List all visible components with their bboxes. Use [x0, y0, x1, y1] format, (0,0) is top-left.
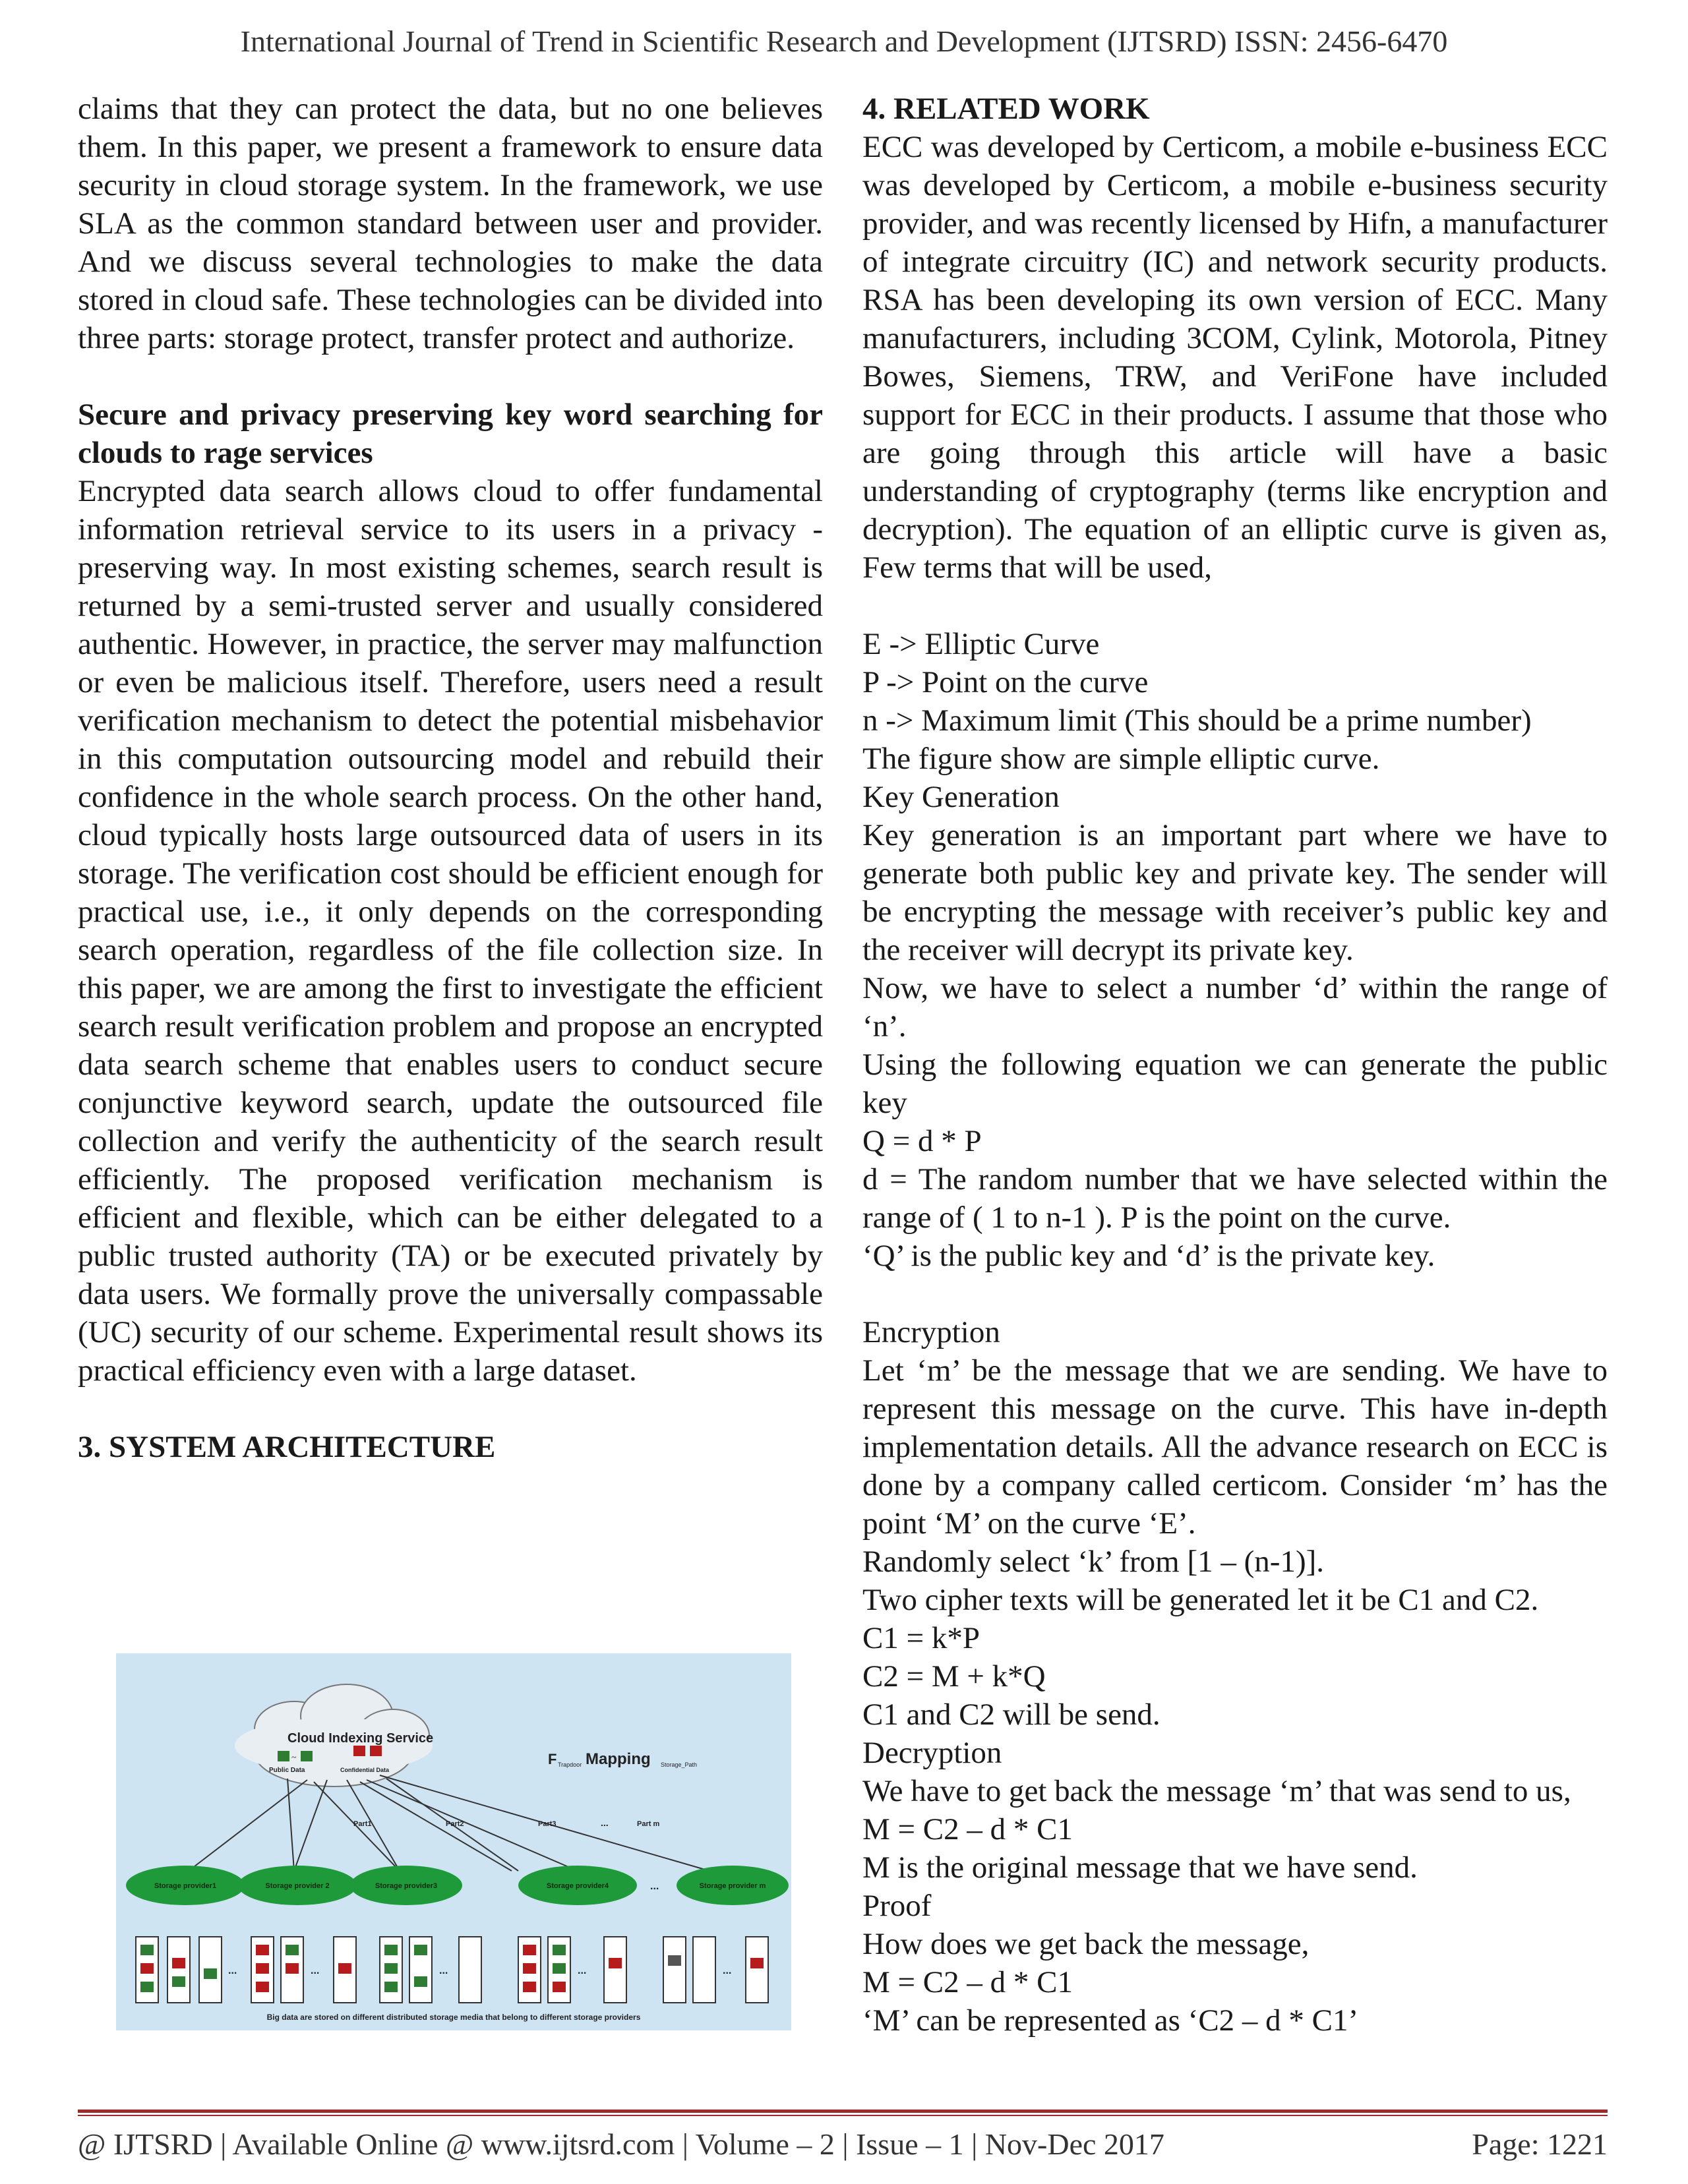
encryption-title: Encryption	[862, 1315, 1000, 1349]
definition-p: P -> Point on the curve	[862, 665, 1149, 699]
svg-text:Storage provider3: Storage provider3	[375, 1882, 438, 1890]
storage-provider-3	[350, 1866, 462, 1905]
equation-m: M = C2 – d * C1	[862, 1812, 1073, 1846]
svg-text:...: ...	[723, 1965, 732, 1976]
cipher-texts-line: Two cipher texts will be generated let it be C1 and C2.	[862, 1583, 1539, 1617]
decryption-title: Decryption	[862, 1736, 1002, 1770]
definition-n: n -> Maximum limit (This should be a prime number)	[862, 703, 1532, 738]
figure-caption: Big data are stored on different distributed storage media that belong to different storage providers	[266, 2013, 641, 2022]
proof-title: Proof	[862, 1889, 932, 1923]
footer-info: @ IJTSRD | Available Online @ www.ijtsrd.com | Volume – 2 | Issue – 1 | Nov-Dec 2017	[78, 2127, 1164, 2161]
footer-rule-thin	[78, 2115, 1608, 2116]
random-k-line: Randomly select ‘k’ from [1 – (n-1)].	[862, 1545, 1324, 1579]
encryption-paragraph: Let ‘m’ be the message that we are sending. We have to represent this message on the curve. This have in-depth implementation details. All the advance research on ECC is done by a company called certicom. Consider ‘m’ has the point ‘M’ on the curve ‘E’.	[862, 1353, 1608, 1541]
confidential-data-label: Confidential Data	[340, 1767, 390, 1773]
equation-c1: C1 = k*P	[862, 1621, 980, 1655]
definition-e: E -> Elliptic Curve	[862, 627, 1100, 661]
part-label-1: Part1	[353, 1820, 372, 1828]
equation-q: Q = d * P	[862, 1124, 982, 1158]
mapping-sub-path: Storage_Path	[661, 1761, 698, 1768]
subsection-heading: Secure and privacy preserving key word searching for clouds to rage services	[78, 398, 823, 470]
keyword-search-paragraph: Encrypted data search allows cloud to offer fundamental information retrieval service to its users in a privacy - preserving way. In most existing schemes, search result is returned by a semi-trusted server and usually considered authentic. However, in practice, the server may malfunction or even be malicious itself. Therefore, users need a result verification mechanism to detect the potential misbehavior in this computation outsourcing model and rebuild their confidence in the whole search process. On the other hand, cloud typically hosts large outsourced data of users in its storage. The verification cost should be efficient enough for practical use, i.e., it only depends on the corresponding search operation, regardless of the file collection size. In this paper, we are among the first to investigate the efficient search result verification problem and propose an encrypted data search scheme that enables users to conduct secure conjunctive keyword search, update the outsourced file collection and verify the authenticity of the search result efficiently. The proposed verification mechanism is efficient and flexible, which can be either delegated to a public trusted authority (TA) or be executed privately by data users. We formally prove the universally compassable (UC) security of our scheme. Experimental result shows its practical efficiency even with a large dataset.	[78, 474, 823, 1388]
storage-provider-1	[126, 1866, 245, 1905]
svg-text:Storage provider1: Storage provider1	[154, 1882, 217, 1890]
original-message-line: M is the original message that we have send.	[862, 1850, 1418, 1885]
cloud-label: Cloud Indexing Service	[287, 1731, 434, 1746]
decryption-paragraph: We have to get back the message ‘m’ that was send to us,	[862, 1774, 1571, 1808]
mapping-sub-trapdoor: Trapdoor	[558, 1761, 582, 1768]
mapping-label: Mapping	[586, 1750, 651, 1768]
part-label-m: Part m	[637, 1820, 660, 1828]
svg-text:...: ...	[578, 1965, 587, 1976]
storage-provider-4	[518, 1866, 637, 1905]
system-architecture-figure	[116, 1653, 791, 2030]
part-label-ellipsis: ...	[601, 1817, 609, 1828]
footer-rule	[78, 2110, 1608, 2113]
part-label-3: Part3	[538, 1820, 557, 1828]
page-number: Page: 1221	[1472, 2127, 1608, 2161]
public-data-label: Public Data	[269, 1767, 305, 1774]
section-4-heading: 4. RELATED WORK	[862, 92, 1150, 126]
svg-text:Storage provider 2: Storage provider 2	[265, 1882, 330, 1890]
right-column	[862, 90, 1608, 2040]
section-3-heading: 3. SYSTEM ARCHITECTURE	[78, 1430, 496, 1464]
svg-text:Storage provider4: Storage provider4	[546, 1882, 609, 1890]
svg-text:...: ...	[439, 1965, 448, 1976]
how-line: How does we get back the message,	[862, 1927, 1310, 1961]
part-label-2: Part2	[446, 1820, 464, 1828]
d-definition-paragraph: d = The random number that we have selected within the range of ( 1 to n-1 ). P is the point on the curve.	[862, 1162, 1608, 1235]
equation-m-2: M = C2 – d * C1	[862, 1965, 1073, 1999]
keys-line: ‘Q’ is the public key and ‘d’ is the private key.	[862, 1239, 1435, 1273]
provider-ellipsis: ...	[650, 1881, 659, 1892]
running-header: International Journal of Trend in Scientific Research and Development (IJTSRD) ISSN: 2456-6470	[240, 24, 1448, 58]
storage-provider-2	[238, 1866, 357, 1905]
select-d-paragraph: Now, we have to select a number ‘d’ within the range of ‘n’.	[862, 971, 1608, 1044]
key-generation-title: Key Generation	[862, 780, 1060, 814]
svg-text:...: ...	[228, 1965, 237, 1976]
representation-line: ‘M’ can be represented as ‘C2 – d * C1’	[862, 2003, 1359, 2038]
storage-provider-m	[677, 1866, 789, 1905]
svg-text:~: ~	[291, 1753, 297, 1763]
intro-paragraph: claims that they can protect the data, but no one believes them. In this paper, we present a framework to ensure data security in cloud storage system. In the framework, we use SLA as the common standard between user and provider. And we discuss several technologies to make the data stored in cloud safe. These technologies can be divided into three parts: storage protect, transfer protect and authorize.	[78, 92, 823, 355]
ecc-intro-paragraph: ECC was developed by Certicom, a mobile e-business ECC was developed by Certicom, a mobile e-business security provider, and was recently licensed by Hifn, a manufacturer of integrate circuitry (IC) and network security products. RSA has been developing its own version of ECC. Many manufacturers, including 3COM, Cylink, Motorola, Pitney Bowes, Siemens, TRW, and VeriFone have included support for ECC in their products. I assume that those who are going through this article will have a basic understanding of cryptography (terms like encryption and decryption). The equation of an elliptic curve is given as, Few terms that will be used,	[862, 130, 1608, 585]
send-line: C1 and C2 will be send.	[862, 1697, 1160, 1732]
generate-public-key-paragraph: Using the following equation we can generate the public key	[862, 1048, 1608, 1120]
figure-note: The figure show are simple elliptic curve.	[862, 742, 1380, 776]
svg-text:Storage provider m: Storage provider m	[699, 1882, 766, 1890]
mapping-prefix: F	[548, 1751, 557, 1767]
svg-text:...: ...	[311, 1965, 320, 1976]
left-column	[78, 90, 823, 1466]
key-generation-paragraph: Key generation is an important part where we have to generate both public key and private key. The sender will be encrypting the message with receiver’s public key and the receiver will decrypt its private key.	[862, 818, 1608, 967]
equation-c2: C2 = M + k*Q	[862, 1659, 1046, 1694]
